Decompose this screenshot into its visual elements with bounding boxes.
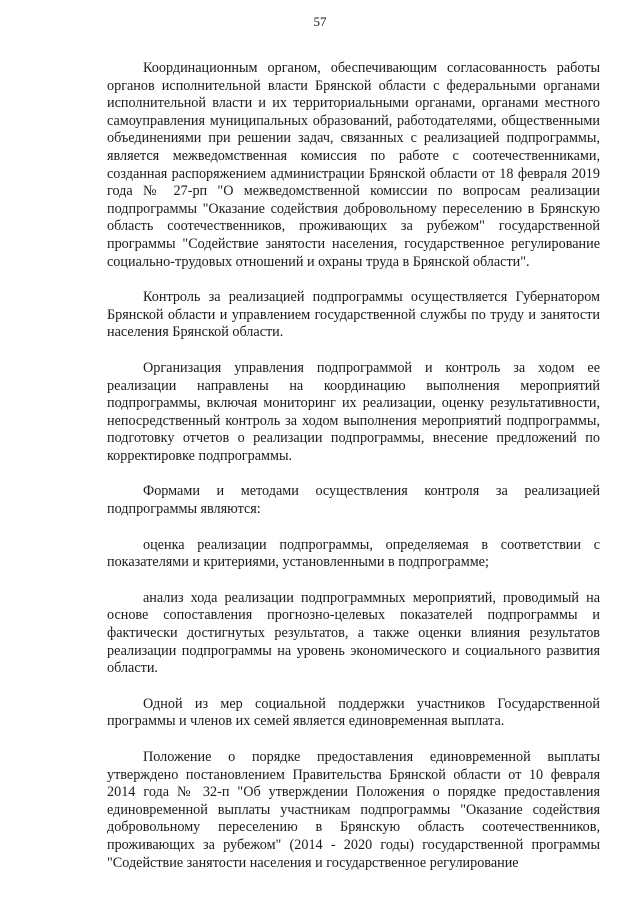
- page-number: 57: [313, 14, 327, 29]
- paragraph-coordination-body: Координационным органом, обеспечивающим согласованность работы органов исполнительной власти Брянской области с федеральными органами исполнительной власти и их территориальными органами, органами местного самоуправления муниципальных образований, работодателями, общественными объединениями при решении задач, связанных с реализацией подпрограммы, является межведомственная комиссия по работе с соотечественниками, созданная распоряжением администрации Брянской области от 18 февраля 2019 года № 27-рп "О межведомственной комиссии по вопросам реализации подпрограммы "Оказание содействия добровольному переселению в Брянскую область соотечественников, проживающих за рубежом" государственной программы "Содействие занятости населения, государственное регулирование социально-трудовых отношений и охраны труда в Брянской области".: [107, 60, 600, 270]
- paragraph-control: Контроль за реализацией подпрограммы осуществляется Губернатором Брянской области и управлением государственной службы по труду и занятости населения Брянской области.: [107, 289, 600, 341]
- paragraph-analysis: анализ хода реализации подпрограммных мероприятий, проводимый на основе сопоставления прогнозно-целевых показателей подпрограммы и фактически достигнутых результатов, а также оценки влияния результатов реализации подпрограммы на уровень экономического и социального развития области.: [107, 589, 600, 677]
- paragraph-control-forms: Формами и методами осуществления контроля за реализацией подпрограммы являются:: [107, 483, 600, 518]
- document-body: [107, 60, 600, 872]
- paragraph-management-organization: Организация управления подпрограммой и контроль за ходом ее реализации направлены на координацию выполнения мероприятий подпрограммы, включая мониторинг их реализации, оценку результативности, непосредственный контроль за ходом выполнения мероприятий подпрограммы, подготовку отчетов о реализации подпрограммы, внесение предложений по корректировке подпрограммы.: [107, 359, 600, 464]
- paragraph-social-support: Одной из мер социальной поддержки участников Государственной программы и членов их семей является единовременная выплата.: [107, 695, 600, 730]
- paragraph-assessment: оценка реализации подпрограммы, определяемая в соответствии с показателями и критериями, установленными в подпрограмме;: [107, 536, 600, 571]
- paragraph-payment-regulation: Положение о порядке предоставления единовременной выплаты утверждено постановлением Правительства Брянской области от 10 февраля 2014 года № 32-п "Об утверждении Положения о порядке предоставления единовременной выплаты участникам подпрограммы "Оказание содействия добровольному переселению в Брянскую область соотечественников, проживающих за рубежом" (2014 - 2020 годы) государственной программы "Содействие занятости населения и государственное регулирование: [107, 749, 600, 871]
